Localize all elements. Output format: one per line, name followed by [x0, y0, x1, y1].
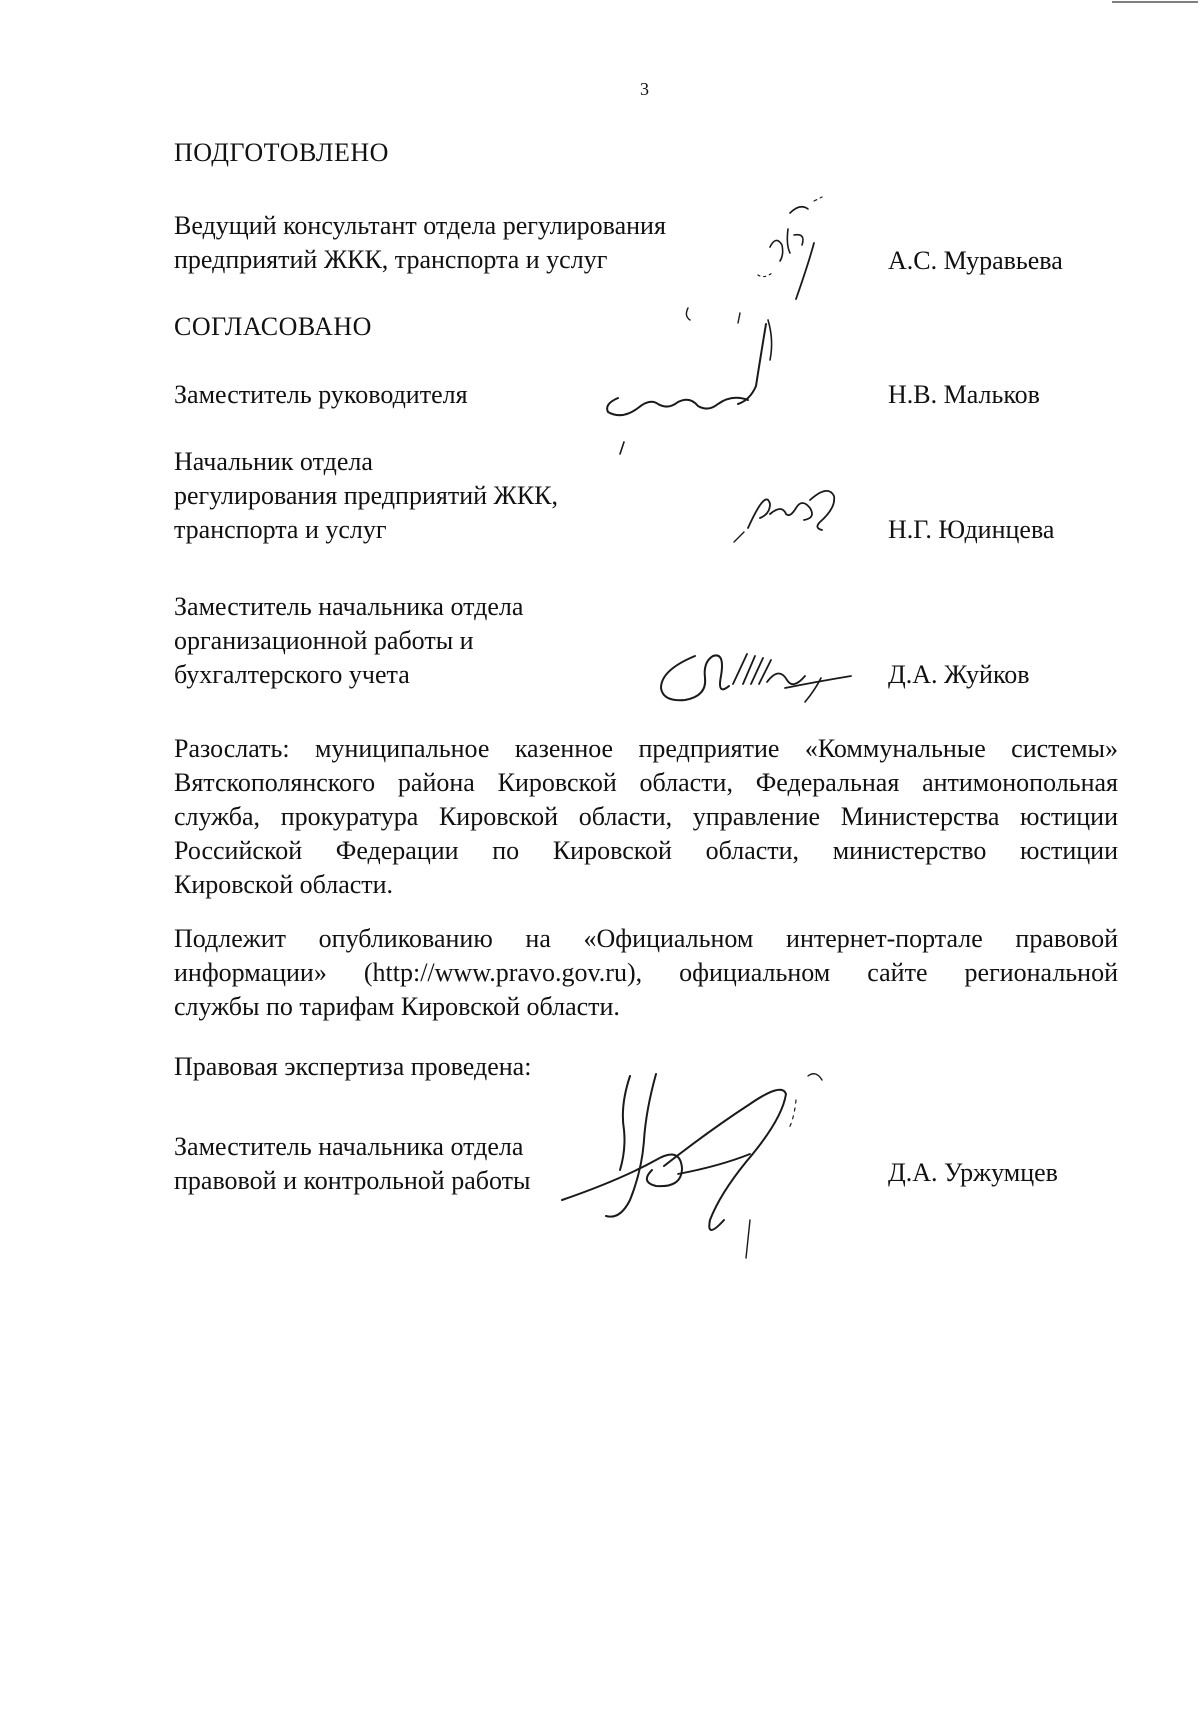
agreed-signer-2-position-line-2: регулирования предприятий ЖКК, — [174, 481, 559, 510]
signature-urzhumtsev — [560, 1070, 890, 1260]
legal-review-position-line-1: Заместитель начальника отдела — [174, 1132, 524, 1161]
prepared-signer-name: А.С. Муравьева — [888, 246, 1063, 275]
legal-review-position-line-2: правовой и контрольной работы — [174, 1166, 531, 1195]
legal-review-heading: Правовая экспертиза проведена: — [174, 1052, 532, 1081]
prepared-position-line-1: Ведущий консультант отдела регулирования — [174, 211, 666, 240]
signature-zhuikov — [655, 636, 875, 716]
agreed-signer-1-position-line-1: Заместитель руководителя — [174, 380, 468, 409]
agreed-signer-2-position-line-3: транспорта и услуг — [174, 515, 387, 544]
publication-line-3: службы по тарифам Кировской области. — [174, 992, 620, 1021]
prepared-position-line-2: предприятий ЖКК, транспорта и услуг — [174, 245, 608, 274]
agreed-signer-3-position-line-2: организационной работы и — [174, 626, 474, 655]
distribution-line-2: Вятскополянского района Кировской области, Федеральная антимонопольная — [174, 768, 1118, 797]
signature-malkov — [598, 300, 838, 460]
publication-paragraph — [174, 922, 1118, 1024]
legal-review-signer-name: Д.А. Уржумцев — [888, 1158, 1058, 1187]
agreed-signer-3-position-line-1: Заместитель начальника отдела — [174, 592, 524, 621]
agreed-signer-1-name: Н.В. Мальков — [888, 380, 1040, 409]
agreed-signer-2-name: Н.Г. Юдинцева — [888, 515, 1055, 544]
distribution-line-5: Кировской области. — [174, 870, 394, 899]
agreed-signer-3-name: Д.А. Жуйков — [888, 660, 1030, 689]
prepared-heading: ПОДГОТОВЛЕНО — [174, 138, 389, 167]
distribution-line-4: Российской Федерации по Кировской области, министерство юстиции — [174, 836, 1118, 865]
publication-line-2: информации» (http://www.pravo.gov.ru), официальном сайте региональной — [174, 958, 1118, 987]
agreed-signer-3-position-line-3: бухгалтерского учета — [174, 660, 410, 689]
distribution-line-1: Разослать: муниципальное казенное предприятие «Коммунальные системы» — [174, 734, 1118, 763]
agreed-heading: СОГЛАСОВАНО — [174, 312, 372, 341]
agreed-signer-2-position-line-1: Начальник отдела — [174, 447, 373, 476]
publication-line-1: Подлежит опубликованию на «Официальном интернет-портале правовой — [174, 924, 1118, 953]
signature-yudintseva — [730, 478, 860, 548]
distribution-line-3: служба, прокуратура Кировской области, управление Министерства юстиции — [174, 802, 1118, 831]
scan-edge-mark — [1100, 0, 1200, 8]
distribution-paragraph — [174, 732, 1118, 902]
page-number: 3 — [640, 79, 649, 99]
